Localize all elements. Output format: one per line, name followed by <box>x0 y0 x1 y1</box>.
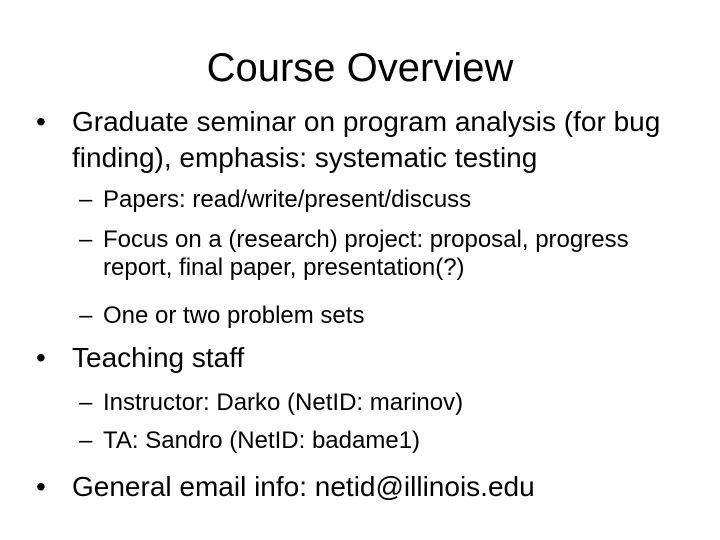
bullet-item-text: Graduate seminar on program analysis (for bug finding), emphasis: systematic testing <box>72 106 661 173</box>
bullet-item-seminar <box>36 104 706 176</box>
sub-item-text: One or two problem sets <box>103 302 365 329</box>
bullet-item-text: Teaching staff <box>72 342 245 373</box>
sub-item-problem-sets <box>79 302 699 330</box>
dash-icon: – <box>79 186 93 213</box>
bullet-item-email <box>36 469 706 505</box>
sub-item-text: Focus on a (research) project: proposal, progress report, final paper, presentation(?) <box>103 226 629 281</box>
bullet-item-text: General email info: netid@illinois.edu <box>72 471 535 502</box>
sub-item-text: TA: Sandro (NetID: badame1) <box>103 427 421 454</box>
sub-item-project <box>79 226 699 282</box>
bullet-icon: • <box>36 342 46 373</box>
sub-item-text: Papers: read/write/present/discuss <box>103 186 472 213</box>
sub-item-text: Instructor: Darko (NetID: marinov) <box>103 389 464 416</box>
bullet-icon: • <box>36 106 46 137</box>
sub-item-papers <box>79 186 699 214</box>
dash-icon: – <box>79 427 93 454</box>
slide-title: Course Overview <box>206 46 514 90</box>
sub-item-ta <box>79 427 699 455</box>
bullet-icon: • <box>36 471 46 502</box>
dash-icon: – <box>79 226 93 253</box>
sub-item-instructor <box>79 389 699 417</box>
dash-icon: – <box>79 302 93 329</box>
bullet-item-teaching-staff <box>36 340 706 376</box>
dash-icon: – <box>79 389 93 416</box>
